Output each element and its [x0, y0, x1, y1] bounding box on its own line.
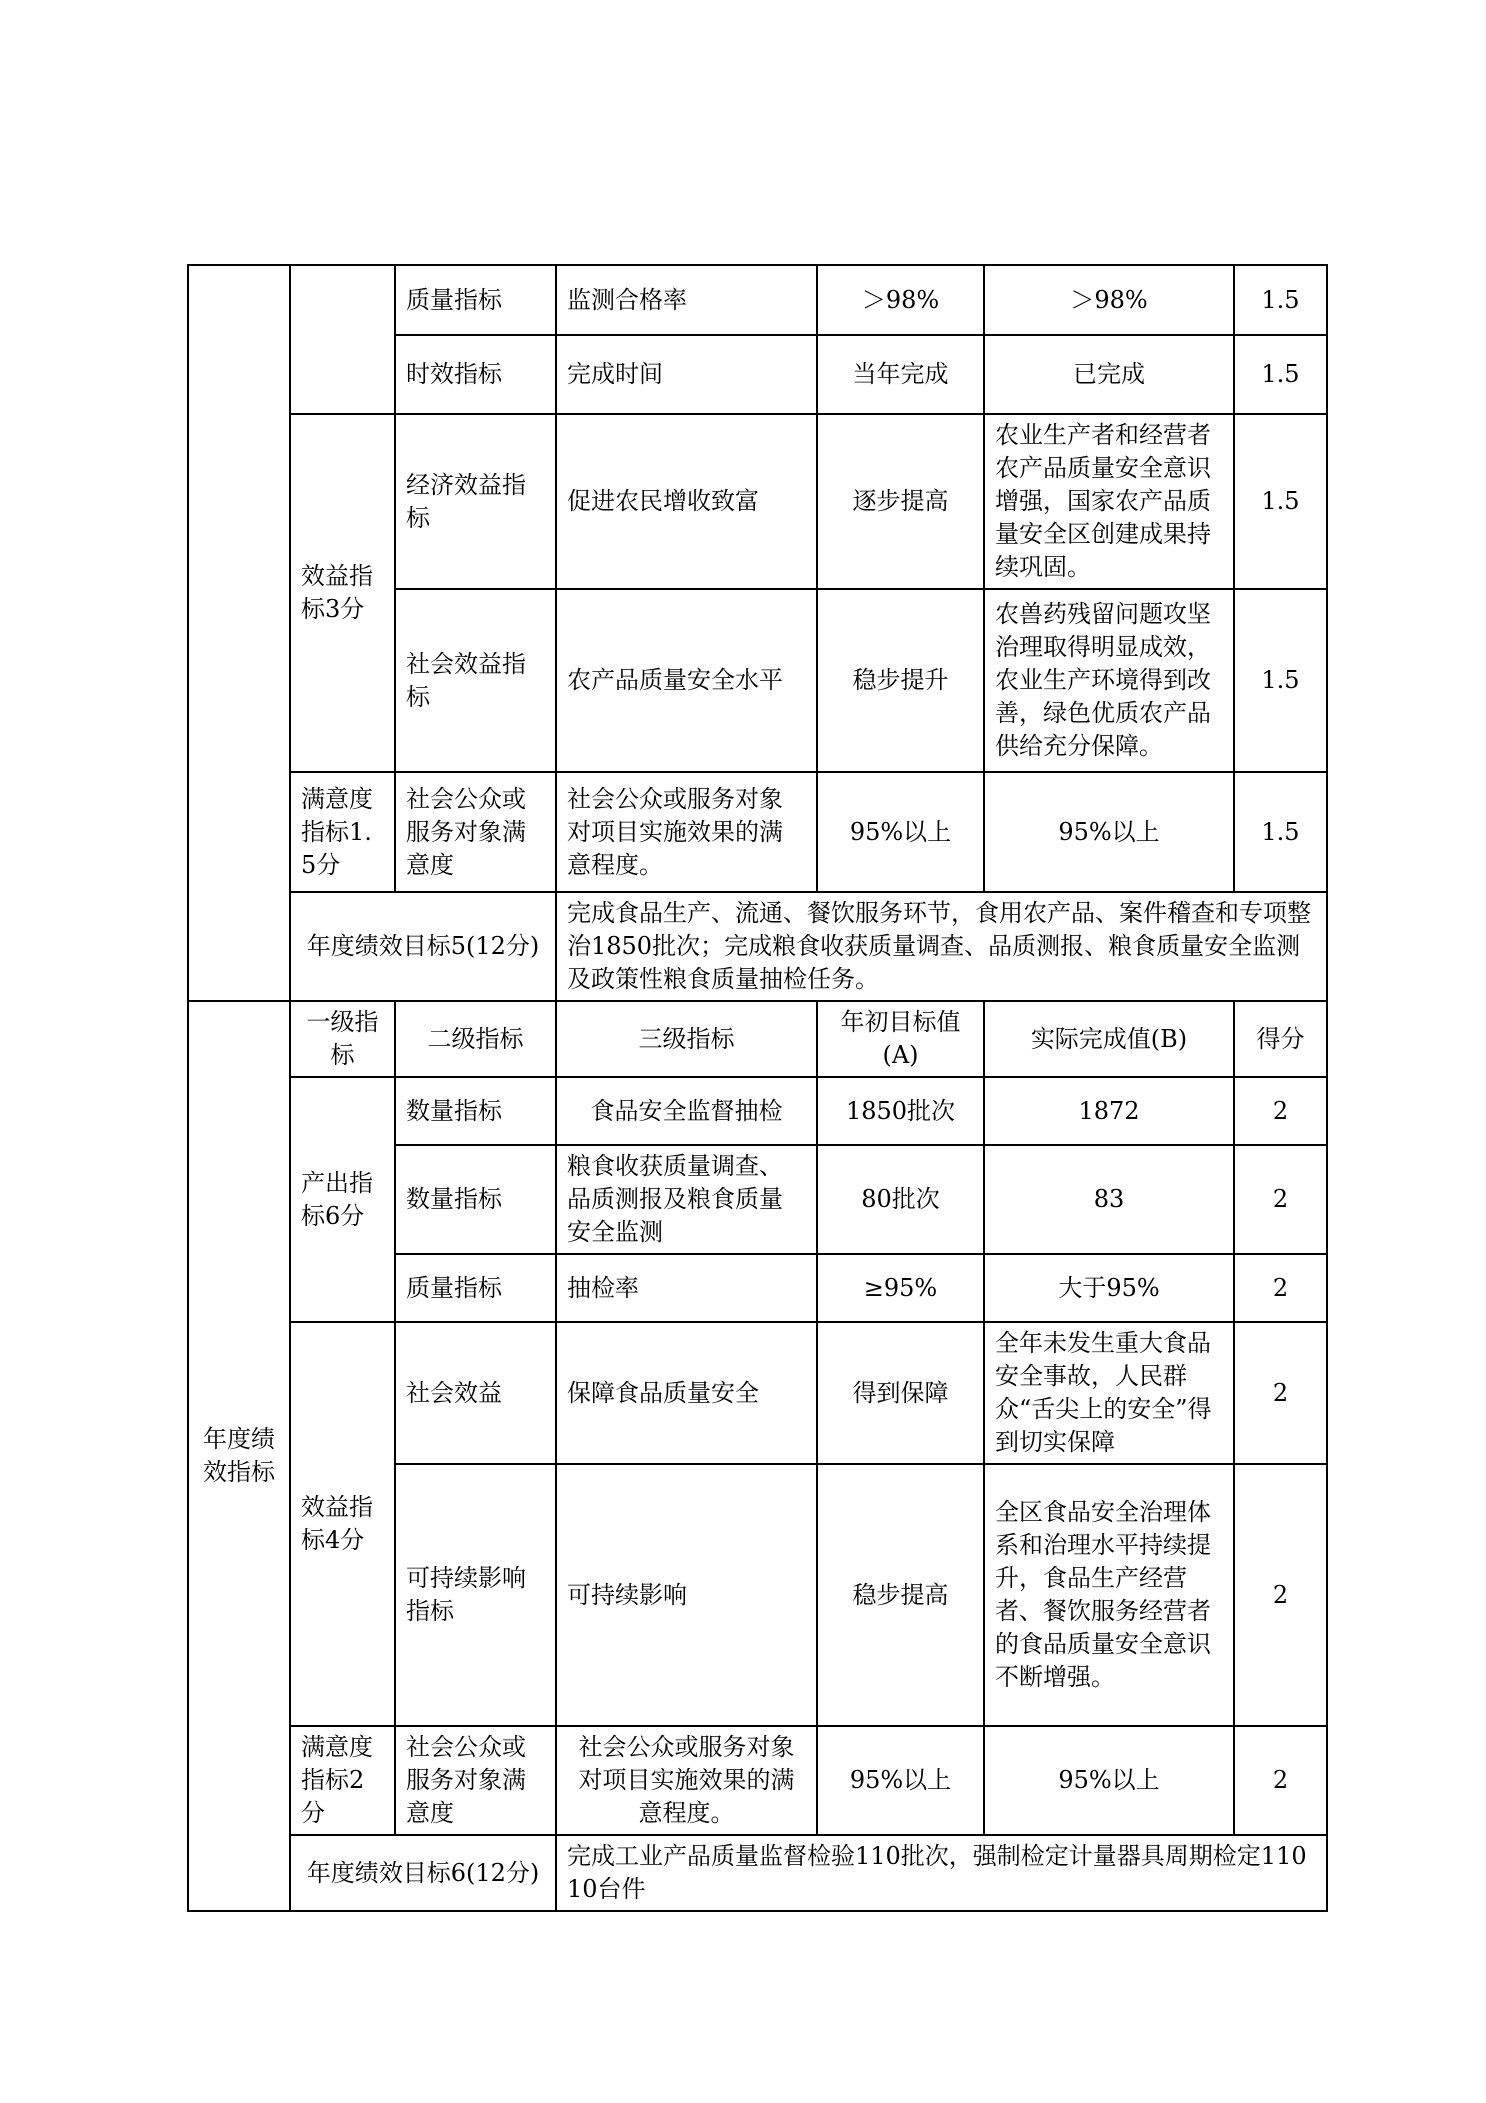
header-actual: 实际完成值(B): [984, 1001, 1234, 1077]
target-cell: 得到保障: [817, 1322, 984, 1464]
level3-cell: 粮食收获质量调查、品质测报及粮食质量安全监测: [556, 1145, 817, 1254]
target-cell: 稳步提升: [817, 589, 984, 772]
score-cell: 2: [1234, 1464, 1327, 1726]
target-cell: 1850批次: [817, 1077, 984, 1145]
goal-text: 完成食品生产、流通、餐饮服务环节，食用农产品、案件稽查和专项整治1850批次；完成粮食收获质量调查、品质测报、粮食质量安全监测及政策性粮食质量抽检任务。: [556, 892, 1327, 1001]
level3-cell: 农产品质量安全水平: [556, 589, 817, 772]
target-cell: ≥95%: [817, 1254, 984, 1322]
table-row: [188, 265, 1327, 335]
section-label: 年度绩效指标: [188, 1001, 290, 1911]
actual-cell: 全区食品安全治理体系和治理水平持续提升，食品生产经营者、餐饮服务经营者的食品质量安全意识不断增强。: [984, 1464, 1234, 1726]
score-cell: 2: [1234, 1145, 1327, 1254]
target-cell: 95%以上: [817, 772, 984, 892]
level2-cell: 数量指标: [395, 1145, 556, 1254]
level2-cell: 社会公众或服务对象满意度: [395, 1726, 556, 1835]
level3-cell: 保障食品质量安全: [556, 1322, 817, 1464]
output-indicator-label: 产出指标6分: [290, 1077, 395, 1322]
level2-cell: 社会效益: [395, 1322, 556, 1464]
level2-cell: 社会效益指标: [395, 589, 556, 772]
actual-cell: 农业生产者和经营者农产品质量安全意识增强，国家农产品质量安全区创建成果持续巩固。: [984, 414, 1234, 589]
satisfaction-indicator-label: 满意度指标2分: [290, 1726, 395, 1835]
goal-row: [188, 1835, 1327, 1911]
actual-cell: 已完成: [984, 335, 1234, 414]
table-row: [188, 772, 1327, 892]
score-cell: 1.5: [1234, 414, 1327, 589]
actual-cell: 1872: [984, 1077, 1234, 1145]
table-row: [188, 1726, 1327, 1835]
header-row: [188, 1001, 1327, 1077]
table-row: [188, 1322, 1327, 1464]
level3-cell: 可持续影响: [556, 1464, 817, 1726]
level2-cell: 质量指标: [395, 1254, 556, 1322]
score-cell: 2: [1234, 1322, 1327, 1464]
actual-cell: 83: [984, 1145, 1234, 1254]
level3-cell: 社会公众或服务对象对项目实施效果的满意程度。: [556, 772, 817, 892]
level2-cell: 经济效益指标: [395, 414, 556, 589]
level3-cell: 社会公众或服务对象对项目实施效果的满意程度。: [556, 1726, 817, 1835]
level2-cell: 数量指标: [395, 1077, 556, 1145]
actual-cell: 95%以上: [984, 1726, 1234, 1835]
section-cell-empty: [188, 265, 290, 1001]
level2-cell: 可持续影响指标: [395, 1464, 556, 1726]
level3-cell: 抽检率: [556, 1254, 817, 1322]
header-level1: 一级指标: [290, 1001, 395, 1077]
target-cell: ＞98%: [817, 265, 984, 335]
goal-label: 年度绩效目标5(12分): [290, 892, 556, 1001]
target-cell: 稳步提高: [817, 1464, 984, 1726]
level2-cell: 时效指标: [395, 335, 556, 414]
level3-cell: 监测合格率: [556, 265, 817, 335]
target-cell: 当年完成: [817, 335, 984, 414]
score-cell: 1.5: [1234, 265, 1327, 335]
actual-cell: 全年未发生重大食品安全事故，人民群众“舌尖上的安全”得到切实保障: [984, 1322, 1234, 1464]
score-cell: 1.5: [1234, 589, 1327, 772]
target-cell: 95%以上: [817, 1726, 984, 1835]
header-score: 得分: [1234, 1001, 1327, 1077]
score-cell: 2: [1234, 1726, 1327, 1835]
satisfaction-indicator-label: 满意度指标1.5分: [290, 772, 395, 892]
score-cell: 1.5: [1234, 772, 1327, 892]
score-cell: 2: [1234, 1254, 1327, 1322]
level3-cell: 完成时间: [556, 335, 817, 414]
score-cell: 1.5: [1234, 335, 1327, 414]
level3-cell: 促进农民增收致富: [556, 414, 817, 589]
goal-row: [188, 892, 1327, 1001]
table-row: [188, 1077, 1327, 1145]
header-target: 年初目标值(A): [817, 1001, 984, 1077]
actual-cell: 大于95%: [984, 1254, 1234, 1322]
target-cell: 80批次: [817, 1145, 984, 1254]
level3-cell: 食品安全监督抽检: [556, 1077, 817, 1145]
actual-cell: ＞98%: [984, 265, 1234, 335]
level2-cell: 社会公众或服务对象满意度: [395, 772, 556, 892]
score-cell: 2: [1234, 1077, 1327, 1145]
goal-text: 完成工业产品质量监督检验110批次，强制检定计量器具周期检定11010台件: [556, 1835, 1327, 1911]
actual-cell: 农兽药残留问题攻坚治理取得明显成效，农业生产环境得到改善，绿色优质农产品供给充分保障。: [984, 589, 1234, 772]
performance-table: [187, 264, 1328, 1912]
table-row: [188, 414, 1327, 589]
header-level3: 三级指标: [556, 1001, 817, 1077]
target-cell: 逐步提高: [817, 414, 984, 589]
benefit-indicator-label: 效益指标4分: [290, 1322, 395, 1726]
level1-cell-empty: [290, 265, 395, 414]
actual-cell: 95%以上: [984, 772, 1234, 892]
goal-label: 年度绩效目标6(12分): [290, 1835, 556, 1911]
benefit-indicator-label: 效益指标3分: [290, 414, 395, 772]
header-level2: 二级指标: [395, 1001, 556, 1077]
level2-cell: 质量指标: [395, 265, 556, 335]
